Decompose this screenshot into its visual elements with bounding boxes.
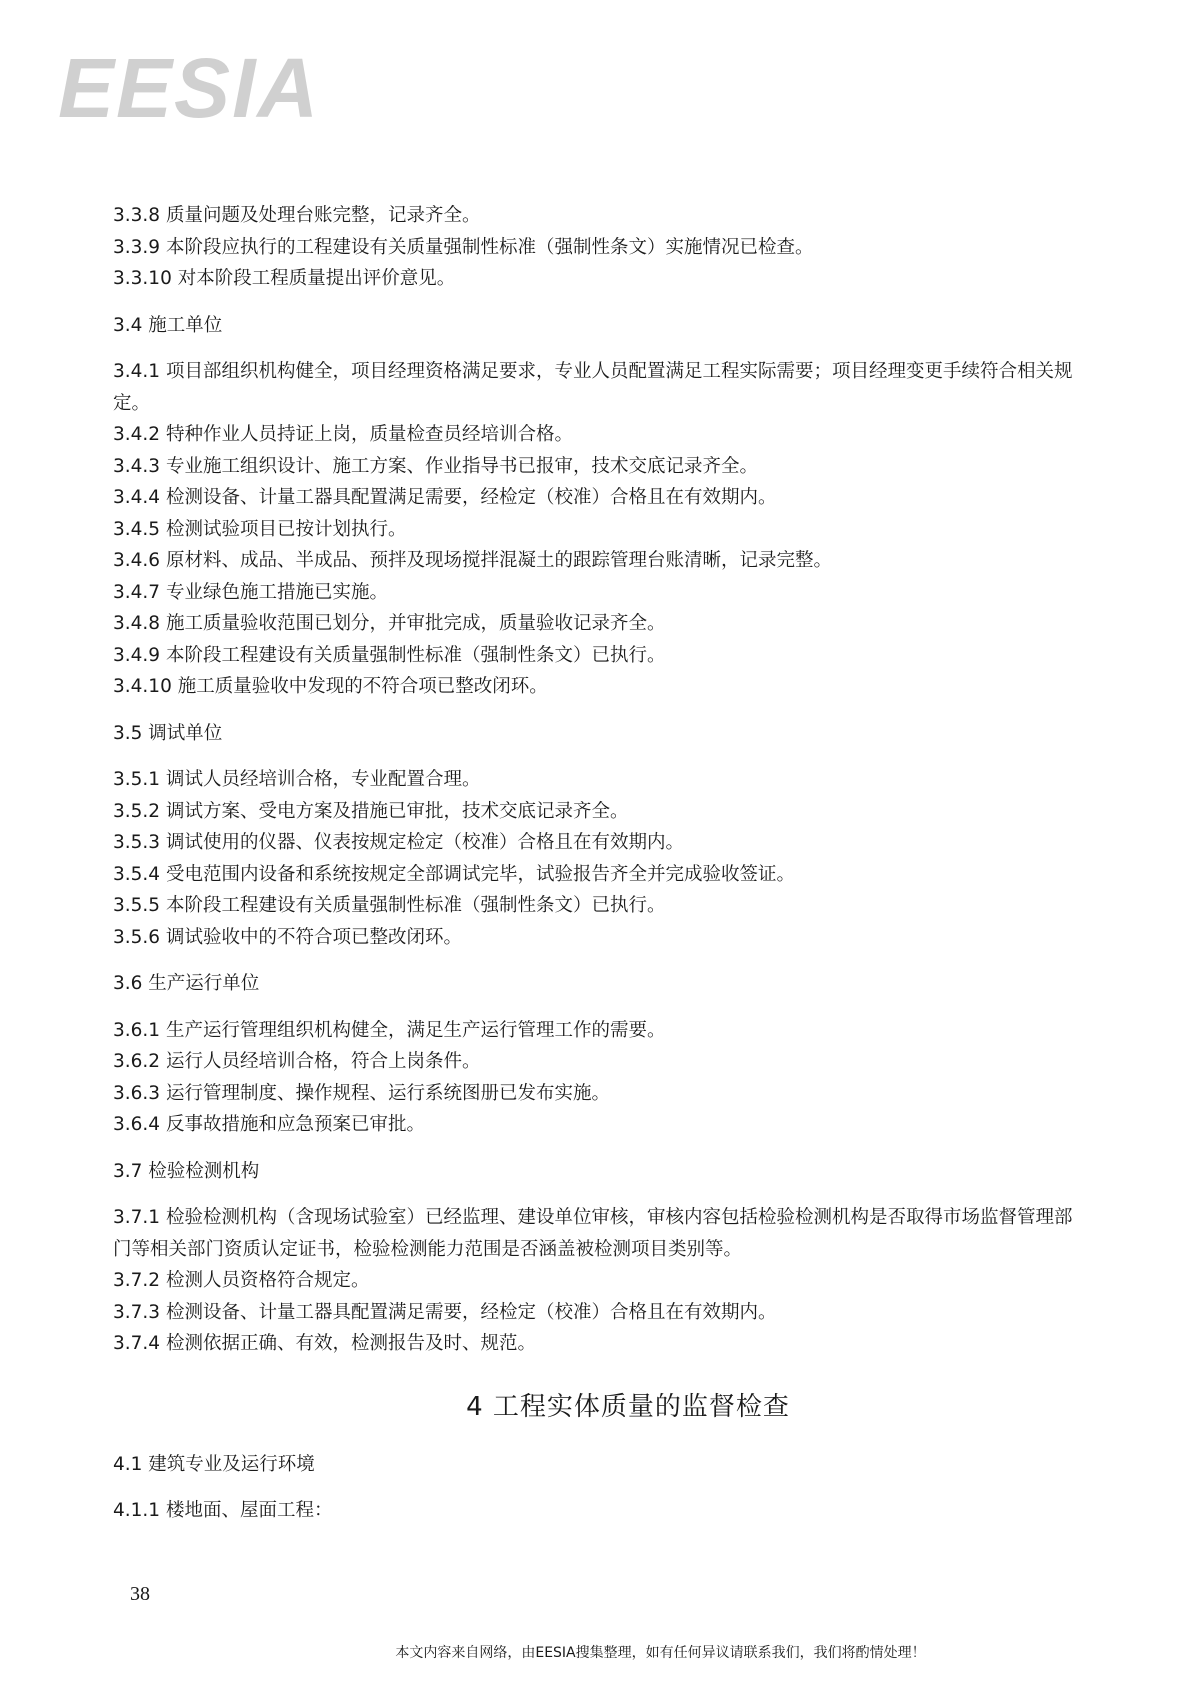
- section-heading-3-5: 3.5 调试单位: [113, 722, 223, 744]
- clause-3-4-8: 3.4.8 施工质量验收范围已划分，并审批完成，质量验收记录齐全。: [113, 613, 666, 634]
- clause-3-3-8: 3.3.8 质量问题及处理台账完整，记录齐全。: [113, 205, 481, 226]
- clause-3-6-3: 3.6.3 运行管理制度、操作规程、运行系统图册已发布实施。: [113, 1082, 610, 1104]
- page-number: 38: [130, 1583, 150, 1605]
- clause-3-4-2: 3.4.2 特种作业人员持证上岗，质量检查员经培训合格。: [113, 424, 573, 445]
- clause-3-4-10: 3.4.10 施工质量验收中发现的不符合项已整改闭环。: [113, 676, 548, 697]
- clause-3-6-2: 3.6.2 运行人员经培训合格，符合上岗条件。: [113, 1051, 481, 1072]
- clause-3-5-4: 3.5.4 受电范围内设备和系统按规定全部调试完毕，试验报告齐全并完成验收签证。: [113, 863, 795, 885]
- clause-3-7-4: 3.7.4 检测依据正确、有效，检测报告及时、规范。: [113, 1333, 536, 1354]
- clause-4-1-1: 4.1.1 楼地面、屋面工程：: [113, 1500, 333, 1521]
- clause-3-5-6: 3.5.6 调试验收中的不符合项已整改闭环。: [113, 926, 462, 948]
- footer-disclaimer: 本文内容来自网络，由EESIA搜集整理，如有任何异议请联系我们，我们将酌情处理！: [395, 1645, 926, 1661]
- clause-3-7-1: 3.7.1 检验检测机构（含现场试验室）已经监理、建设单位审核，审核内容包括检验检测机构是否取得市场监督管理部门等相关部门资质认定证书，检验检测能力范围是否涵盖被检测项目类别等。: [113, 1207, 1073, 1260]
- clause-3-5-5: 3.5.5 本阶段工程建设有关质量强制性标准（强制性条文）已执行。: [113, 895, 666, 916]
- clause-3-3-10: 3.3.10 对本阶段工程质量提出评价意见。: [113, 268, 456, 289]
- clause-3-4-4: 3.4.4 检测设备、计量工器具配置满足需要，经检定（校准）合格且在有效期内。: [113, 487, 777, 508]
- section-heading-3-6: 3.6 生产运行单位: [113, 973, 260, 994]
- section-3-6-items: [113, 1015, 1073, 1141]
- clause-3-5-1: 3.5.1 调试人员经培训合格，专业配置合理。: [113, 769, 481, 790]
- section-heading-3-4: 3.4 施工单位: [113, 314, 223, 336]
- eesia-logo: EESIA: [58, 41, 321, 135]
- clause-3-4-9: 3.4.9 本阶段工程建设有关质量强制性标准（强制性条文）已执行。: [113, 644, 666, 666]
- clause-3-3-9: 3.3.9 本阶段应执行的工程建设有关质量强制性标准（强制性条文）实施情况已检查。: [113, 236, 814, 258]
- section-heading-4-1: 4.1 建筑专业及运行环境: [113, 1453, 315, 1475]
- clause-3-4-6: 3.4.6 原材料、成品、半成品、预拌及现场搅拌混凝土的跟踪管理台账清晰，记录完整。: [113, 550, 832, 571]
- clause-3-4-3: 3.4.3 专业施工组织设计、施工方案、作业指导书已报审，技术交底记录齐全。: [113, 455, 758, 477]
- section-3-5-items: [113, 764, 1073, 953]
- clause-3-4-5: 3.4.5 检测试验项目已按计划执行。: [113, 518, 407, 540]
- section-3-3-items: [113, 200, 1073, 295]
- document-body: [113, 200, 1073, 1527]
- section-3-4-items: [113, 356, 1073, 703]
- chapter-title: 4 工程实体质量的监督检查: [466, 1391, 790, 1422]
- clause-3-4-7: 3.4.7 专业绿色施工措施已实施。: [113, 581, 388, 603]
- clause-3-5-3: 3.5.3 调试使用的仪器、仪表按规定检定（校准）合格且在有效期内。: [113, 832, 684, 853]
- clause-3-7-3: 3.7.3 检测设备、计量工器具配置满足需要，经检定（校准）合格且在有效期内。: [113, 1301, 777, 1323]
- clause-3-6-1: 3.6.1 生产运行管理组织机构健全，满足生产运行管理工作的需要。: [113, 1019, 666, 1041]
- clause-3-7-2: 3.7.2 检测人员资格符合规定。: [113, 1270, 370, 1291]
- clause-3-4-1: 3.4.1 项目部组织机构健全，项目经理资格满足要求，专业人员配置满足工程实际需要；项目经理变更手续符合相关规定。: [113, 361, 1073, 414]
- clause-3-5-2: 3.5.2 调试方案、受电方案及措施已审批，技术交底记录齐全。: [113, 800, 629, 822]
- clause-3-6-4: 3.6.4 反事故措施和应急预案已审批。: [113, 1114, 425, 1135]
- section-3-7-items: [113, 1202, 1073, 1360]
- section-heading-3-7: 3.7 检验检测机构: [113, 1160, 260, 1182]
